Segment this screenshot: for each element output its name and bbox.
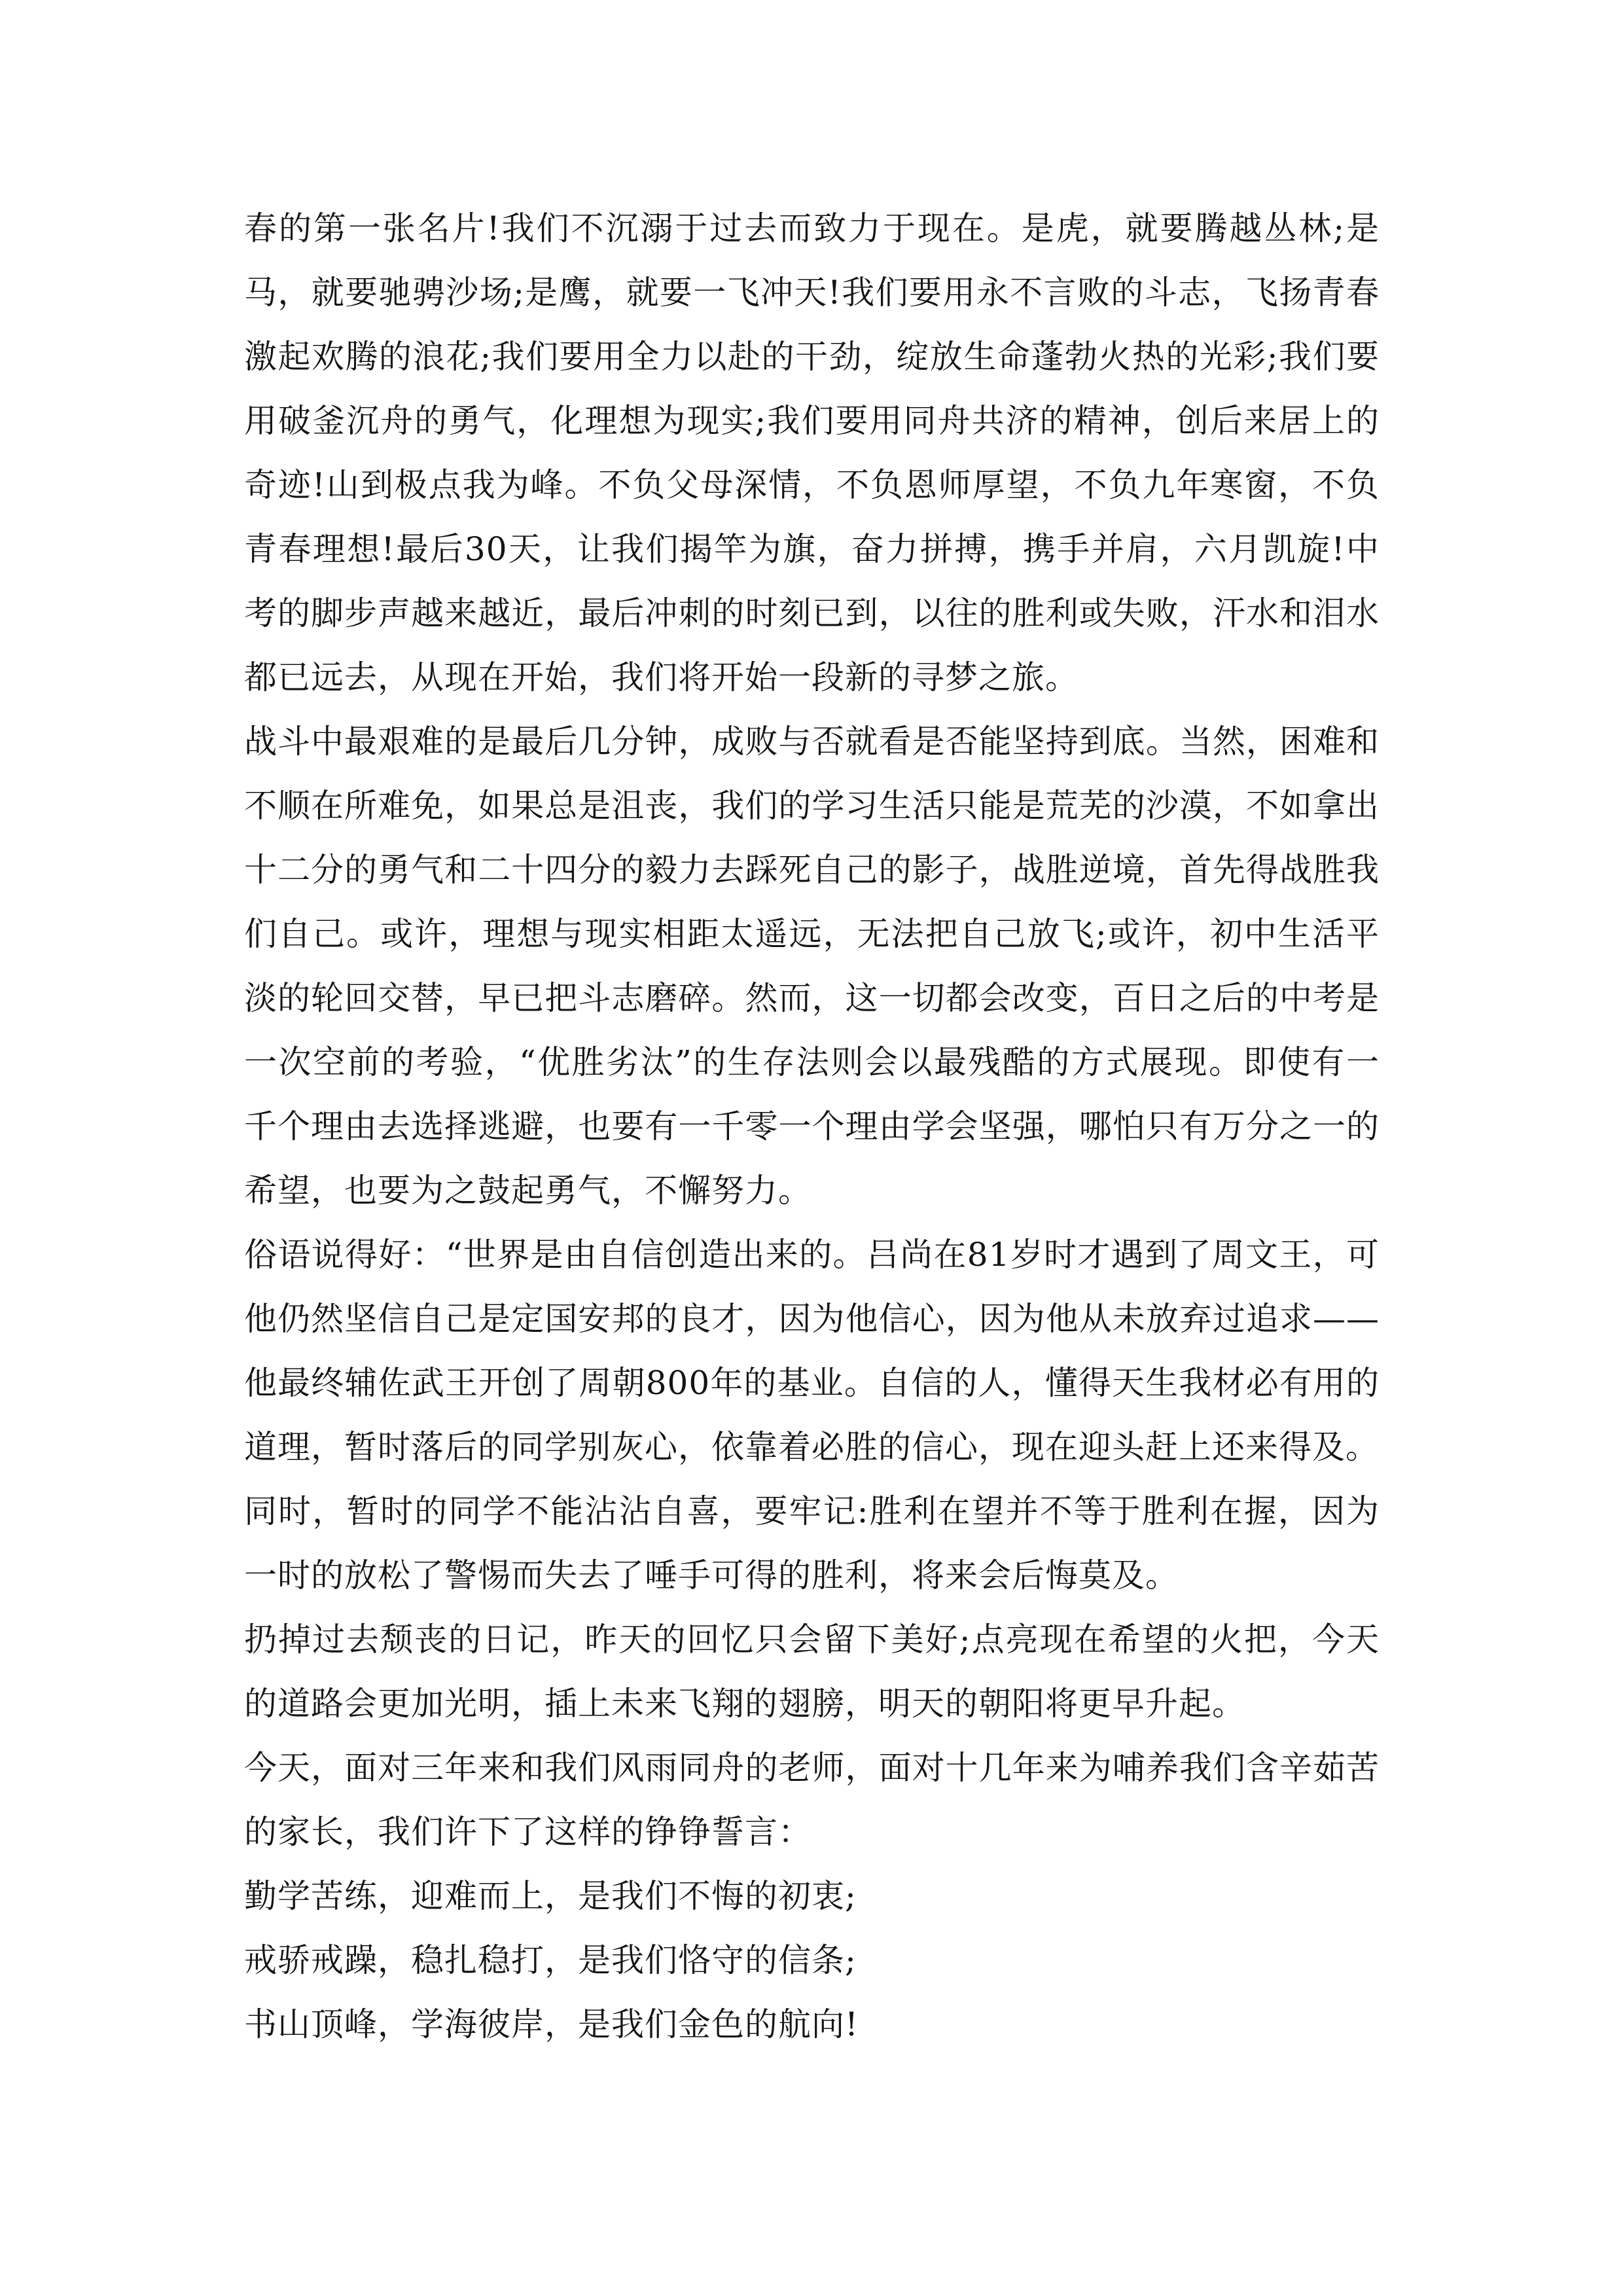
paragraph: 战斗中最艰难的是最后几分钟，成败与否就看是否能坚持到底。当然，困难和不顺在所难免，如果总是沮丧，我们的学习生活只能是荒芜的沙漠，不如拿出十二分的勇气和二十四分的毅力去踩死自己的影子，战胜逆境，首先得战胜我们自己。或许，理想与现实相距太遥远，无法把自己放飞;或许，初中生活平淡的轮回交替，早已把斗志磨碎。然而，这一切都会改变，百日之后的中考是一次空前的考验，“优胜劣汰”的生存法则会以最残酷的方式展现。即使有一千个理由去选择逃避，也要有一千零一个理由学会坚强，哪怕只有万分之一的希望，也要为之鼓起勇气，不懈努力。 [244, 723, 1380, 1210]
paragraph: 勤学苦练，迎难而上，是我们不悔的初衷; [244, 1877, 857, 1915]
paragraph: 春的第一张名片!我们不沉溺于过去而致力于现在。是虎，就要腾越丛林;是马，就要驰骋沙场;是鹰，就要一飞冲天!我们要用永不言败的斗志，飞扬青春激起欢腾的浪花;我们要用全力以赴的干劲，绽放生命蓬勃火热的光彩;我们要用破釜沉舟的勇气，化理想为现实;我们要用同舟共济的精神，创后来居上的奇迹!山到极点我为峰。不负父母深情，不负恩师厚望，不负九年寒窗，不负青春理想!最后30天，让我们揭竿为旗，奋力拼搏，携手并肩，六月凯旋!中考的脚步声越来越近，最后冲刺的时刻已到，以往的胜利或失败，汗水和泪水都已远去，从现在开始，我们将开始一段新的寻梦之旅。 [244, 209, 1380, 696]
paragraph: 戒骄戒躁，稳扎稳打，是我们恪守的信条; [244, 1941, 857, 1979]
paragraph: 扔掉过去颓丧的日记，昨天的回忆只会留下美好;点亮现在希望的火把，今天的道路会更加光明，插上未来飞翔的翅膀，明天的朝阳将更早升起。 [244, 1621, 1380, 1723]
paragraph: 今天，面对三年来和我们风雨同舟的老师，面对十几年来为哺养我们含辛茹苦的家长，我们许下了这样的铮铮誓言： [244, 1749, 1380, 1851]
paragraph: 俗语说得好：“世界是由自信创造出来的。吕尚在81岁时才遇到了周文王，可他仍然坚信自己是定国安邦的良才，因为他信心，因为他从未放弃过追求——他最终辅佐武王开创了周朝800年的基业。自信的人，懂得天生我材必有用的道理，暂时落后的同学别灰心，依靠着必胜的信心，现在迎头赶上还来得及。 [244, 1236, 1380, 1466]
paragraph: 同时，暂时的同学不能沾沾自喜，要牢记:胜利在望并不等于胜利在握，因为一时的放松了警惕而失去了唾手可得的胜利，将来会后悔莫及。 [244, 1492, 1380, 1594]
paragraph: 书山顶峰，学海彼岸，是我们金色的航向! [244, 2005, 859, 2043]
document-body [244, 196, 1380, 2056]
